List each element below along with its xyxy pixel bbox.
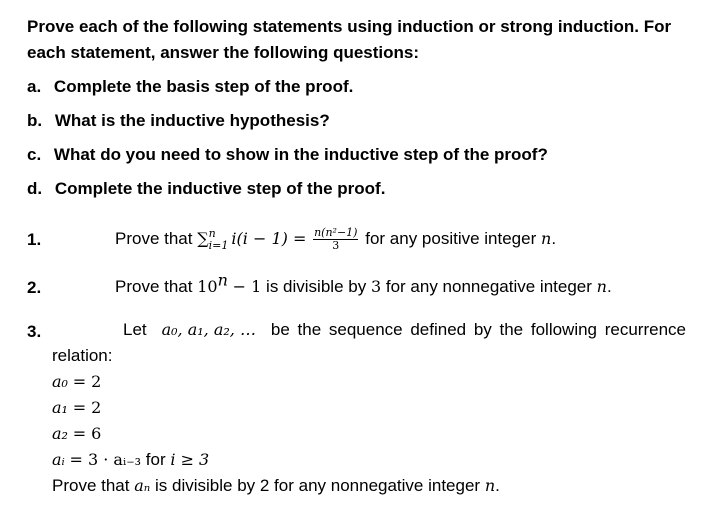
def-3-rhs: = 3 · aᵢ₋₃ xyxy=(69,450,142,469)
question-d-label: d. xyxy=(27,179,43,198)
problem-2-prefix: Prove that xyxy=(115,277,193,296)
problem-2-statement xyxy=(115,270,612,297)
problem-3-final-var: aₙ xyxy=(134,476,151,495)
def-0-rhs: = 2 xyxy=(72,372,102,391)
def-3-cond-text: for xyxy=(145,450,166,469)
problem-2-var: n xyxy=(596,277,607,296)
question-d xyxy=(27,179,385,199)
sum-symbol: ∑ xyxy=(197,229,209,249)
problem-2-base: 10 xyxy=(197,277,218,296)
problem-1-suffix: for any positive integer xyxy=(365,229,537,249)
problem-2-end: . xyxy=(606,277,612,296)
fraction-denominator: 3 xyxy=(332,239,340,253)
recurrence-def-0 xyxy=(52,372,101,392)
question-c-label: c. xyxy=(27,145,42,164)
question-c xyxy=(27,145,548,165)
problem-2-mid: is divisible by xyxy=(266,277,367,296)
recurrence-def-1 xyxy=(52,398,101,418)
problem-2-three: 3 xyxy=(370,277,382,296)
question-a-text: Complete the basis step of the proof. xyxy=(53,77,354,96)
problem-3-final xyxy=(52,476,500,496)
problem-3-final-prefix: Prove that xyxy=(52,476,130,495)
def-2-rhs: = 6 xyxy=(72,424,102,443)
question-a-label: a. xyxy=(27,77,42,96)
problem-3-sequence: a₀, a₁, a₂, … xyxy=(161,320,256,339)
problem-3-line-1 xyxy=(123,320,686,340)
question-b xyxy=(27,111,330,131)
def-3-lhs: aᵢ xyxy=(52,450,65,469)
question-b-label: b. xyxy=(27,111,43,130)
def-2-lhs: a₂ xyxy=(52,424,68,443)
problem-2-number: 2. xyxy=(27,278,42,297)
fraction xyxy=(313,227,358,252)
problem-3-final-end: . xyxy=(495,476,500,495)
question-a xyxy=(27,77,353,97)
question-d-text: Complete the inductive step of the proof. xyxy=(54,179,386,198)
def-0-lhs: a₀ xyxy=(52,372,68,391)
recurrence-def-3 xyxy=(52,450,209,470)
problem-1-number: 1. xyxy=(27,230,42,249)
def-3-cond-math: i ≥ 3 xyxy=(170,450,210,469)
problem-1-prefix: Prove that xyxy=(115,229,193,249)
intro-line-1: Prove each of the following statements using induction or strong induction. For xyxy=(27,17,672,36)
problem-3-final-n: n xyxy=(484,476,496,495)
problem-3-final-suffix: is divisible by 2 for any nonnegative integer xyxy=(155,476,481,495)
sum-term: i(i − 1) = xyxy=(231,229,307,249)
sum-lower: i=1 xyxy=(208,238,229,252)
fraction-numerator: n(n²−1) xyxy=(314,226,358,239)
problem-3-number: 3. xyxy=(27,322,42,341)
def-1-rhs: = 2 xyxy=(72,398,102,417)
intro-line-2: each statement, answer the following questions: xyxy=(27,43,420,62)
problem-3-let: Let xyxy=(123,320,147,339)
question-c-text: What do you need to show in the inductive step of the proof? xyxy=(53,145,548,164)
problem-3-line-1-suffix: be the sequence defined by the following recurrence xyxy=(270,320,686,339)
problem-2-suffix: for any nonnegative integer xyxy=(385,277,592,296)
problem-1-var: n xyxy=(541,229,552,249)
problem-2-exponent: n xyxy=(217,270,228,290)
problem-2-minus-one: − 1 xyxy=(232,277,262,296)
def-1-lhs: a₁ xyxy=(52,398,68,417)
sum-upper: n xyxy=(208,226,216,240)
recurrence-def-2 xyxy=(52,424,101,444)
problem-1-end: . xyxy=(551,229,557,249)
question-b-text: What is the inductive hypothesis? xyxy=(54,111,330,130)
problem-1-statement xyxy=(115,227,556,252)
problem-3-line-2: relation: xyxy=(52,346,113,365)
